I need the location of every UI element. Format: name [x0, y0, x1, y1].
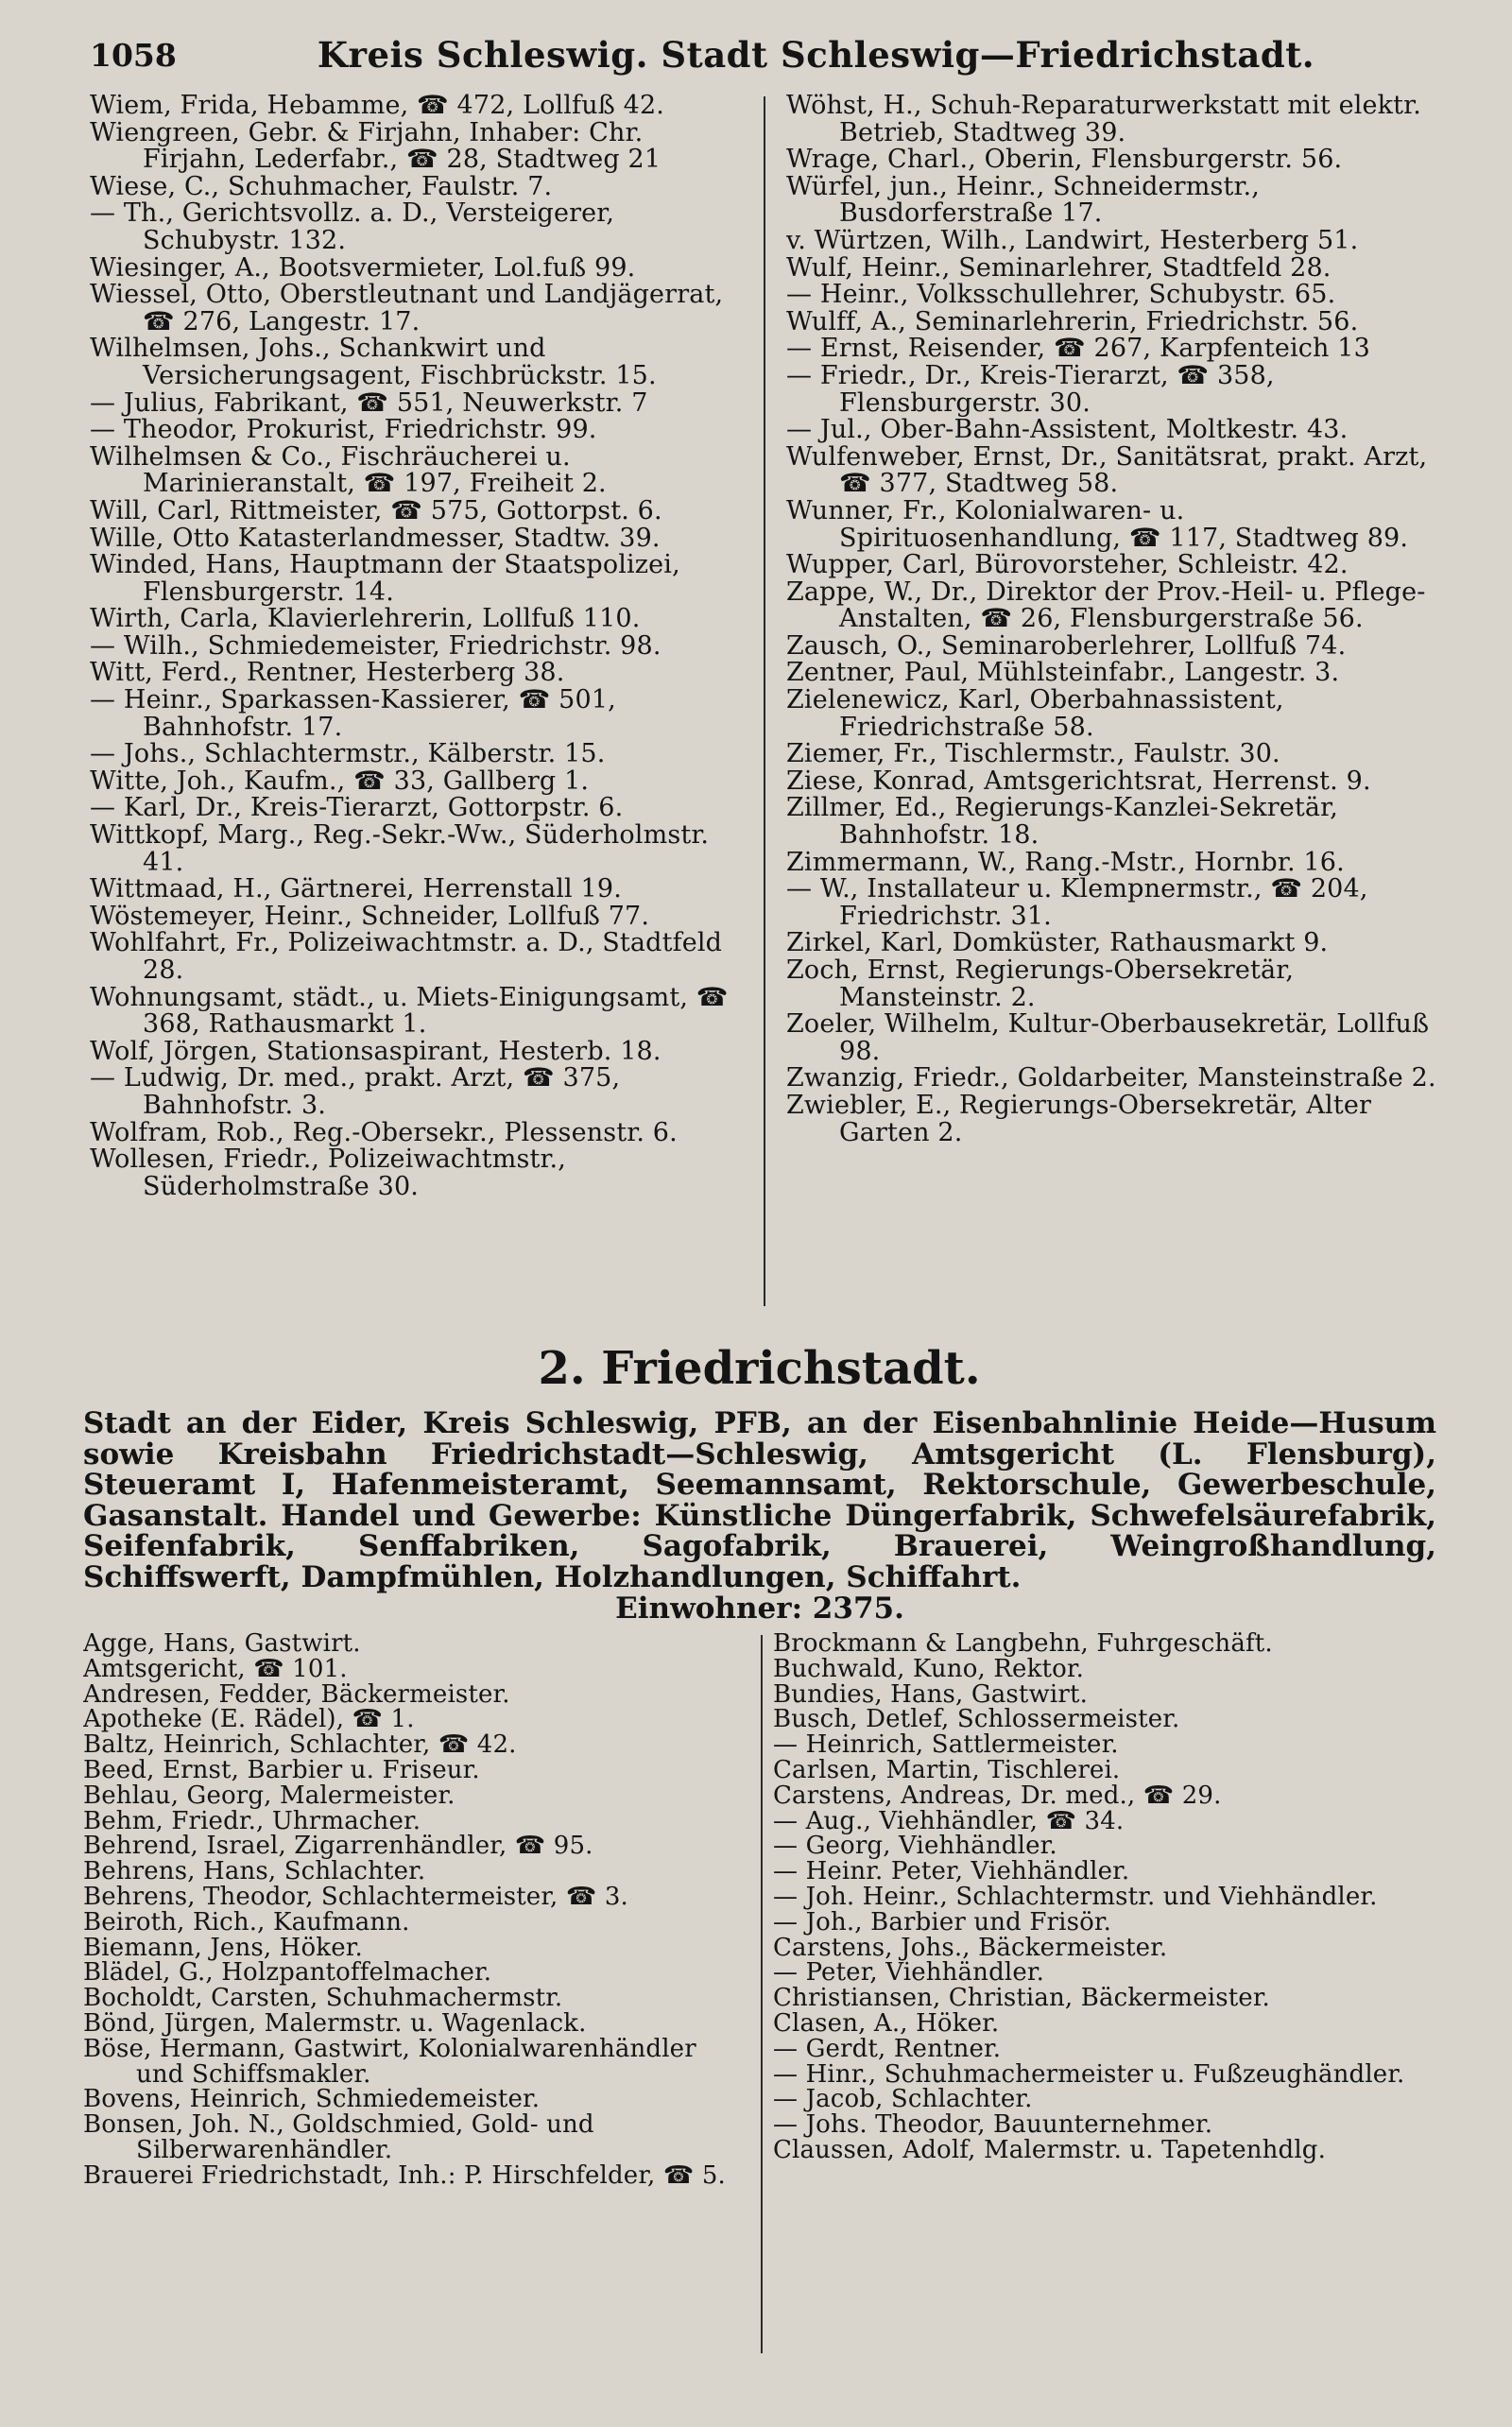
directory-entry: Wille, Otto Katasterlandmesser, Stadtw. 39.: [90, 523, 661, 553]
directory-entry: — Heinr., Sparkassen-Kassierer, ☎ 501, Bahnhofstr. 17.: [90, 685, 616, 742]
directory-entry: Behrens, Theodor, Schlachtermeister, ☎ 3.: [83, 1882, 628, 1911]
directory-entry: Zausch, O., Seminaroberlehrer, Lollfuß 74.: [786, 630, 1347, 661]
directory-entry: Wiesinger, A., Bootsvermieter, Lol.fuß 99.: [90, 252, 636, 283]
directory-entry: Carlsen, Martin, Tischlerei.: [773, 1755, 1121, 1784]
directory-entry: Wittkopf, Marg., Reg.-Sekr.-Ww., Süderholmstr. 41.: [90, 820, 710, 877]
directory-entry: Behrend, Israel, Zigarrenhändler, ☎ 95.: [83, 1832, 593, 1861]
directory-entry: — W., Installateur u. Klempnermstr., ☎ 204, Friedrichstr. 31.: [786, 874, 1368, 931]
directory-entry: Will, Carl, Rittmeister, ☎ 575, Gottorpst. 6.: [90, 495, 662, 525]
directory-entry: Carstens, Johs., Bäckermeister.: [773, 1933, 1168, 1962]
running-title: Kreis Schleswig. Stadt Schleswig—Friedrichstadt.: [317, 34, 1315, 76]
directory-entry: — Georg, Viehhändler.: [773, 1832, 1057, 1861]
directory-entry: Zielenewicz, Karl, Oberbahnassistent, Friedrichstraße 58.: [786, 685, 1284, 742]
directory-entry: — Theodor, Prokurist, Friedrichstr. 99.: [90, 415, 597, 445]
directory-entry: — Johs. Theodor, Bauunternehmer.: [773, 2110, 1213, 2140]
directory-entry: Beiroth, Rich., Kaufmann.: [83, 1907, 410, 1936]
directory-entry: Behm, Friedr., Uhrmacher.: [83, 1806, 421, 1835]
directory-entry: Wulfenweber, Ernst, Dr., Sanitätsrat, prakt. Arzt, ☎ 377, Stadtweg 58.: [786, 441, 1428, 499]
directory-entry: — Peter, Viehhändler.: [773, 1958, 1045, 1988]
directory-entry: Zillmer, Ed., Regierungs-Kanzlei-Sekretär, Bahnhofstr. 18.: [786, 793, 1338, 851]
directory-entry: Wulf, Heinr., Seminarlehrer, Stadtfeld 28.: [786, 252, 1332, 283]
directory-entry: — Wilh., Schmiedemeister, Friedrichstr. 98.: [90, 630, 662, 661]
directory-entry: Zoch, Ernst, Regierungs-Obersekretär, Mansteinstr. 2.: [786, 955, 1295, 1012]
directory-entry: Wunner, Fr., Kolonialwaren- u. Spirituosenhandlung, ☎ 117, Stadtweg 89.: [786, 495, 1409, 553]
page-header: [90, 26, 1429, 83]
friedrichstadt-right-column: [773, 1631, 1435, 2387]
directory-entry: — Joh., Barbier und Frisör.: [773, 1907, 1112, 1936]
directory-entry: Zwanzig, Friedr., Goldarbeiter, Mansteinstraße 2.: [786, 1063, 1436, 1093]
directory-entry: Wolf, Jörgen, Stationsaspirant, Hesterb. 18.: [90, 1036, 662, 1066]
directory-entry: Wöstemeyer, Heinr., Schneider, Lollfuß 77.: [90, 901, 650, 931]
directory-entry: Behrens, Hans, Schlachter.: [83, 1857, 426, 1886]
directory-entry: Zwiebler, E., Regierungs-Obersekretär, Alter Garten 2.: [786, 1090, 1372, 1147]
directory-entry: Wollesen, Friedr., Polizeiwachtmstr., Süderholmstraße 30.: [90, 1145, 567, 1201]
directory-entry: Bovens, Heinrich, Schmiedemeister.: [83, 2085, 541, 2114]
page-number: 1058: [90, 36, 177, 74]
town-description-text: Stadt an der Eider, Kreis Schleswig, PFB, an der Eisenbahnlinie Heide—Husum sowie Kreisbahn Friedrichstadt—Schleswig, Amtsgericht (L. Flensburg), Steueramt I, Hafenmeisteramt, Seemannsamt, Rektorschule, Gewerbeschule, Gasanstalt. Handel und Gewerbe: Künstliche Düngerfabrik, Schwefelsäurefabrik, Seifenfabrik, Senffabriken, Sagofabrik, Brauerei, Weingroßhandlung, Schiffswerft, Dampfmühlen, Holzhandlungen, Schiffahrt.: [83, 1408, 1436, 1594]
friedrichstadt-left-column: [83, 1631, 749, 2387]
directory-entry: — Ludwig, Dr. med., prakt. Arzt, ☎ 375, Bahnhofstr. 3.: [90, 1063, 621, 1120]
schleswig-right-column: [786, 93, 1438, 1321]
directory-entry: Bundies, Hans, Gastwirt.: [773, 1679, 1088, 1709]
directory-entry: Wohnungsamt, städt., u. Miets-Einigungsamt, ☎ 368, Rathausmarkt 1.: [90, 982, 729, 1040]
directory-entry: Apotheke (E. Rädel), ☎ 1.: [83, 1705, 415, 1734]
directory-entry: Wohlfahrt, Fr., Polizeiwachtmstr. a. D., Stadtfeld 28.: [90, 928, 723, 985]
directory-entry: Wirth, Carla, Klavierlehrerin, Lollfuß 110.: [90, 604, 641, 634]
town-description: [83, 1408, 1436, 1630]
directory-entry: Brauerei Friedrichstadt, Inh.: P. Hirschfelder, ☎ 5.: [83, 2160, 726, 2190]
directory-entry: Witt, Ferd., Rentner, Hesterberg 38.: [90, 658, 565, 688]
directory-entry: Böse, Hermann, Gastwirt, Kolonialwarenhändler und Schiffsmakler.: [83, 2034, 696, 2089]
directory-entry: Zoeler, Wilhelm, Kultur-Oberbausekretär, Lollfuß 98.: [786, 1009, 1430, 1066]
directory-entry: Carstens, Andreas, Dr. med., ☎ 29.: [773, 1781, 1222, 1810]
directory-entry: Würfel, jun., Heinr., Schneidermstr., Busdorferstraße 17.: [786, 171, 1261, 229]
directory-entry: Amtsgericht, ☎ 101.: [83, 1654, 348, 1683]
directory-entry: Wulff, A., Seminarlehrerin, Friedrichstr. 56.: [786, 306, 1359, 336]
directory-entry: Buchwald, Kuno, Rektor.: [773, 1654, 1085, 1683]
directory-entry: Bonsen, Joh. N., Goldschmied, Gold- und Silberwarenhändler.: [83, 2110, 594, 2164]
column-divider: [764, 96, 765, 1306]
directory-entry: Ziemer, Fr., Tischlermstr., Faulstr. 30.: [786, 739, 1280, 769]
directory-entry: Wiessel, Otto, Oberstleutnant und Landjägerrat, ☎ 276, Langestr. 17.: [90, 280, 724, 336]
directory-entry: — Joh. Heinr., Schlachtermstr. und Viehhändler.: [773, 1882, 1378, 1911]
directory-entry: — Heinr., Volksschullehrer, Schubystr. 65.: [786, 280, 1336, 310]
directory-entry: — Ernst, Reisender, ☎ 267, Karpfenteich 13: [786, 334, 1370, 364]
directory-entry: — Julius, Fabrikant, ☎ 551, Neuwerkstr. 7: [90, 387, 648, 418]
directory-entry: Claussen, Adolf, Malermstr. u. Tapetenhdlg.: [773, 2135, 1326, 2164]
directory-entry: Bocholdt, Carsten, Schuhmachermstr.: [83, 1984, 563, 2013]
directory-entry: Wupper, Carl, Bürovorsteher, Schleistr. 42.: [786, 550, 1349, 580]
directory-entry: Wrage, Charl., Oberin, Flensburgerstr. 56.: [786, 145, 1343, 175]
schleswig-left-column: [90, 93, 732, 1312]
directory-entry: — Gerdt, Rentner.: [773, 2034, 1002, 2063]
directory-entry: Wiese, C., Schuhmacher, Faulstr. 7.: [90, 171, 553, 201]
directory-entry: Wilhelmsen, Johs., Schankwirt und Versicherungsagent, Fischbrückstr. 15.: [90, 334, 657, 390]
directory-entry: Zimmermann, W., Rang.-Mstr., Hornbr. 16.: [786, 847, 1345, 877]
directory-entry: v. Würtzen, Wilh., Landwirt, Hesterberg 51.: [786, 225, 1359, 255]
directory-entry: Winded, Hans, Hauptmann der Staatspolizei, Flensburgerstr. 14.: [90, 550, 680, 607]
directory-entry: Andresen, Fedder, Bäckermeister.: [83, 1679, 510, 1709]
directory-entry: Behlau, Georg, Malermeister.: [83, 1781, 455, 1810]
directory-entry: — Karl, Dr., Kreis-Tierarzt, Gottorpstr. 6.: [90, 793, 624, 823]
directory-entry: Brockmann & Langbehn, Fuhrgeschäft.: [773, 1631, 1273, 1658]
directory-entry: Wiengreen, Gebr. & Firjahn, Inhaber: Chr. Firjahn, Lederfabr., ☎ 28, Stadtweg 21: [90, 117, 662, 175]
directory-entry: Baltz, Heinrich, Schlachter, ☎ 42.: [83, 1730, 517, 1760]
directory-entry: Witte, Joh., Kaufm., ☎ 33, Gallberg 1.: [90, 766, 590, 796]
directory-entry: — Johs., Schlachtermstr., Kälberstr. 15.: [90, 739, 606, 769]
directory-entry: — Friedr., Dr., Kreis-Tierarzt, ☎ 358, Flensburgerstr. 30.: [786, 360, 1275, 418]
directory-entry: Ziese, Konrad, Amtsgerichtsrat, Herrenst. 9.: [786, 766, 1371, 796]
population-line: Einwohner: 2375.: [615, 1591, 904, 1626]
directory-entry: Bönd, Jürgen, Malermstr. u. Wagenlack.: [83, 2008, 587, 2038]
directory-entry: Zirkel, Karl, Domküster, Rathausmarkt 9.: [786, 928, 1329, 958]
directory-entry: — Th., Gerichtsvollz. a. D., Versteigerer, Schubystr. 132.: [90, 198, 615, 255]
directory-entry: — Jul., Ober-Bahn-Assistent, Moltkestr. 43.: [786, 415, 1349, 445]
directory-entry: Zappe, W., Dr., Direktor der Prov.-Heil- u. Pflege-Anstalten, ☎ 26, Flensburgerstraße 56.: [786, 577, 1426, 634]
directory-entry: — Aug., Viehhändler, ☎ 34.: [773, 1806, 1125, 1835]
directory-entry: Wittmaad, H., Gärtnerei, Herrenstall 19.: [90, 874, 622, 904]
directory-entry: Biemann, Jens, Höker.: [83, 1933, 363, 1962]
section-heading: 2. Friedrichstadt.: [538, 1342, 981, 1395]
directory-entry: Clasen, A., Höker.: [773, 2008, 1000, 2038]
directory-entry: Wolfram, Rob., Reg.-Obersekr., Plessenstr. 6.: [90, 1117, 678, 1147]
directory-entry: Beed, Ernst, Barbier u. Friseur.: [83, 1755, 480, 1784]
directory-entry: Wöhst, H., Schuh-Reparaturwerkstatt mit elektr. Betrieb, Stadtweg 39.: [786, 93, 1421, 147]
directory-entry: Wiem, Frida, Hebamme, ☎ 472, Lollfuß 42.: [90, 93, 665, 120]
directory-entry: — Heinrich, Sattlermeister.: [773, 1730, 1119, 1760]
directory-entry: Christiansen, Christian, Bäckermeister.: [773, 1984, 1270, 2013]
directory-entry: — Heinr. Peter, Viehhändler.: [773, 1857, 1130, 1886]
directory-entry: Blädel, G., Holzpantoffelmacher.: [83, 1958, 492, 1988]
directory-entry: — Jacob, Schlachter.: [773, 2085, 1033, 2114]
directory-entry: Wilhelmsen & Co., Fischräucherei u. Marinieranstalt, ☎ 197, Freiheit 2.: [90, 441, 607, 499]
directory-entry: — Hinr., Schuhmachermeister u. Fußzeughändler.: [773, 2059, 1405, 2089]
directory-entry: Busch, Detlef, Schlossermeister.: [773, 1705, 1180, 1734]
directory-entry: Agge, Hans, Gastwirt.: [83, 1631, 361, 1658]
directory-entry: Zentner, Paul, Mühlsteinfabr., Langestr. 3.: [786, 658, 1340, 688]
column-divider-lower: [761, 1635, 763, 2353]
